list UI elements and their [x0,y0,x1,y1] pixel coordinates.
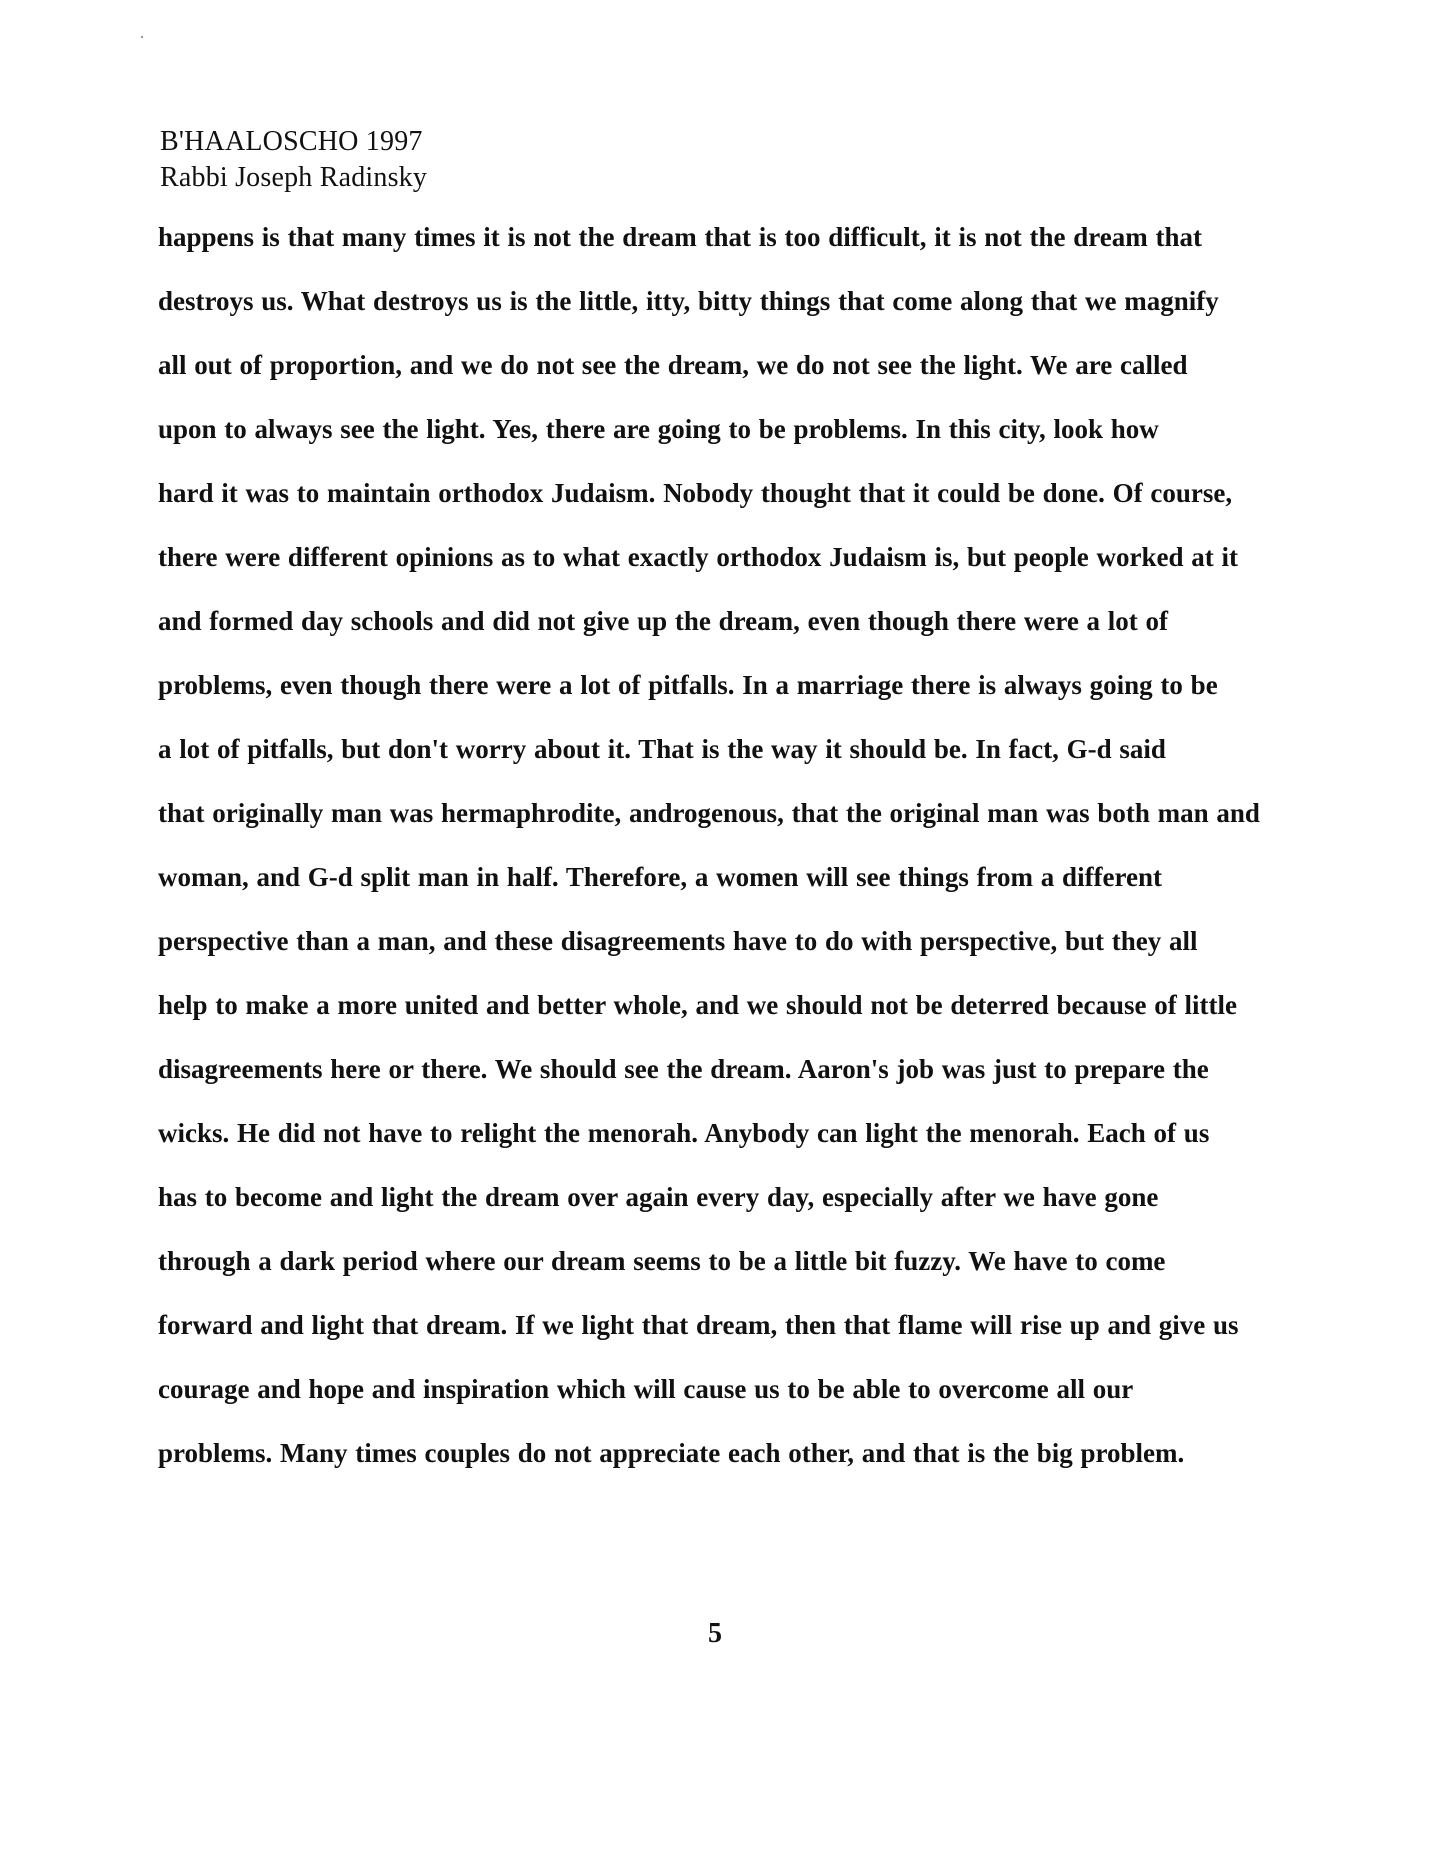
text-line: happens is that many times it is not the dream that is too difficult, it is not the dream that [158,222,1203,252]
text-line: hard it was to maintain orthodox Judaism. Nobody thought that it could be done. Of course, [158,478,1233,508]
text-line: all out of proportion, and we do not see the dream, we do not see the light. We are called [158,350,1188,380]
text-line: courage and hope and inspiration which will cause us to be able to overcome all our [158,1374,1134,1404]
text-line: destroys us. What destroys us is the little, itty, bitty things that come along that we magnify [158,286,1219,316]
text-line: help to make a more united and better whole, and we should not be deterred because of little [158,990,1237,1020]
page-number: 5 [708,1618,722,1649]
document-header [160,124,427,196]
text-line: upon to always see the light. Yes, there are going to be problems. In this city, look how [158,414,1159,444]
text-line: woman, and G-d split man in half. Therefore, a women will see things from a different [158,862,1163,892]
scan-speck [141,36,143,38]
document-title: B'HAALOSCHO 1997 [160,126,423,157]
text-line: and formed day schools and did not give up the dream, even though there were a lot of [158,606,1169,636]
text-line: wicks. He did not have to relight the menorah. Anybody can light the menorah. Each of us [158,1118,1210,1148]
text-line: problems. Many times couples do not appreciate each other, and that is the big problem. [158,1438,1185,1468]
text-line: perspective than a man, and these disagreements have to do with perspective, but they all [158,926,1198,956]
text-line: there were different opinions as to what exactly orthodox Judaism is, but people worked at it [158,542,1238,572]
document-author: Rabbi Joseph Radinsky [160,162,428,193]
text-line: through a dark period where our dream seems to be a little bit fuzzy. We have to come [158,1246,1166,1276]
text-line: problems, even though there were a lot of pitfalls. In a marriage there is always going to be [158,670,1218,700]
text-line: a lot of pitfalls, but don't worry about it. That is the way it should be. In fact, G-d said [158,734,1166,764]
text-line: forward and light that dream. If we light that dream, then that flame will rise up and give us [158,1310,1239,1340]
text-line: that originally man was hermaphrodite, androgenous, that the original man was both man and [158,798,1260,828]
text-line: has to become and light the dream over again every day, especially after we have gone [158,1182,1159,1212]
text-line: disagreements here or there. We should see the dream. Aaron's job was just to prepare the [158,1054,1209,1084]
